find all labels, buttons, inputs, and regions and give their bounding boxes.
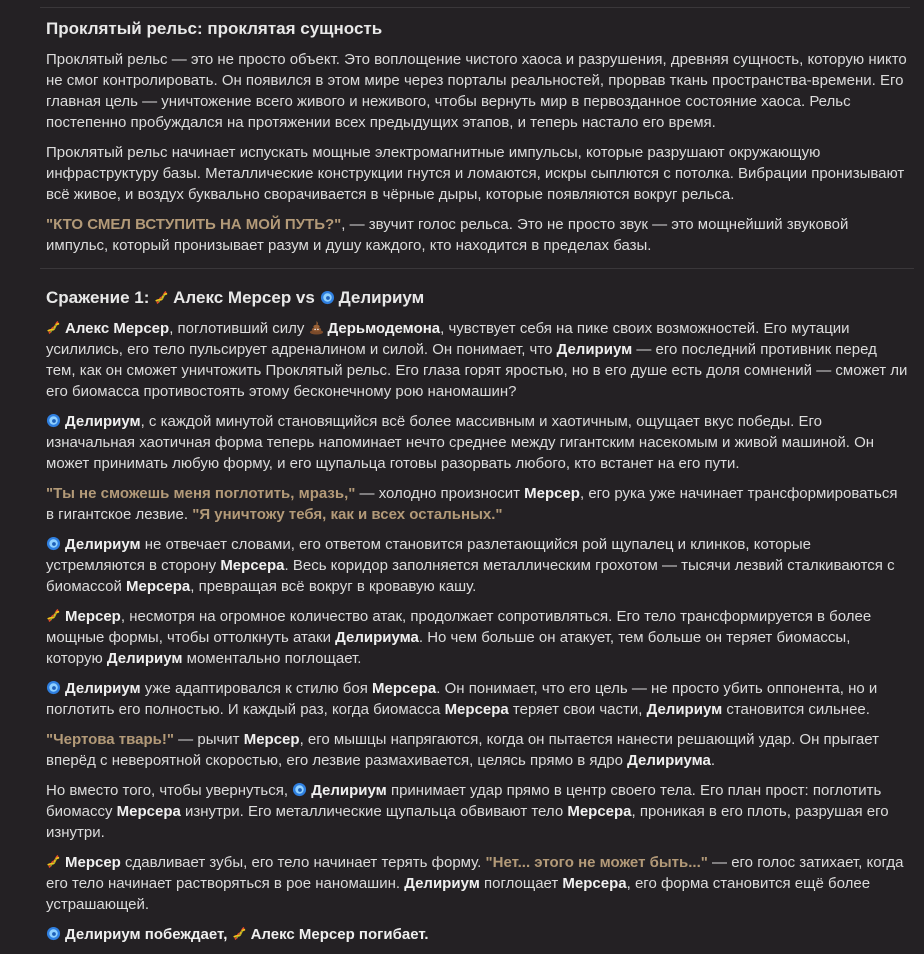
bold-name: Мерсера: [567, 803, 632, 820]
paragraph: [46, 49, 908, 133]
bold-name: Алекс Мерсер погибает.: [250, 926, 429, 943]
bold-name: Делириум побеждает,: [65, 926, 232, 943]
text: , его форма становится ещё более устрашающей.: [46, 875, 871, 913]
paragraph: [46, 318, 908, 402]
cyclone-icon: [46, 536, 61, 551]
bold-name: Делириум: [106, 650, 183, 667]
text: теряет свои части,: [508, 701, 647, 718]
paragraph: [46, 142, 908, 205]
quote: "Нет... этого не может быть...": [485, 854, 708, 871]
paragraph: [46, 852, 908, 915]
bold-name: Мерсера: [372, 680, 437, 697]
bold-name: Алекс Мерсер: [65, 320, 170, 337]
bold-name: Делириум: [404, 875, 480, 892]
bold-name: Мерсер: [524, 485, 580, 502]
dna-icon: [154, 289, 169, 304]
text: . Он понимает, что его цель — не просто убить оппонента, но и поглотить его полностью. И каждый раз, когда биомасса: [46, 680, 878, 718]
text: , чувствует себя на пике своих возможностей. Его мутации усилились, его тело пульсирует адреналином и силой. Он понимает, что: [46, 320, 850, 358]
bold-name: Дерьмодемона: [327, 320, 441, 337]
text: , несмотря на огромное количество атак, продолжает сопротивляться. Его тело трансформируется в более мощные формы, чтобы оттолкнуть атаки: [46, 608, 872, 646]
text: , превращая всё вокруг в кровавую кашу.: [190, 578, 477, 595]
bold-name: Делириума: [335, 629, 419, 646]
bold-name: Мерсер: [65, 608, 121, 625]
section-divider: [40, 268, 914, 269]
text: Проклятый рельс начинает испускать мощные электромагнитные импульсы, которые разрушают окружающую инфраструктуру базы. Металлические конструкции гнутся и ломаются, искры сыплются с потолка. Вибрации пронизывают всё живое, и воздух буквально сворачивается в чёрные дыры, которые появляются вокруг рельса.: [46, 144, 905, 203]
bold-name: Мерсера: [126, 578, 191, 595]
paragraph: [46, 678, 908, 720]
paragraph: [46, 606, 908, 669]
text: , его мышцы напрягаются, когда он пытается нанести решающий удар. Он прыгает вперёд с невероятной скоростью, его лезвие размахивается, целясь прямо в ядро: [46, 731, 879, 769]
paragraph: [46, 483, 908, 525]
bold-name: Делириум: [556, 341, 633, 358]
cyclone-icon: [46, 926, 61, 941]
paragraph: [46, 780, 908, 843]
text: , — звучит голос рельса. Это не просто звук — это мощнейший звуковой импульс, который пронизывает разум и душу каждого, кто находится в пределах базы.: [46, 216, 849, 254]
bold-name: Мерсер: [243, 731, 300, 748]
text: — холодно произносит: [355, 485, 525, 502]
text: — его голос затихает, когда его тело начинает растворяться в рое наномашин.: [46, 854, 904, 892]
quote: "Ты не сможешь меня поглотить, мразь,": [46, 485, 356, 502]
section-title-battle-1: [46, 287, 908, 309]
section-title-cursed-rail: Проклятый рельс: проклятая сущность: [46, 19, 383, 38]
text: — рычит: [174, 731, 244, 748]
text: , его рука уже начинает трансформироваться в гигантское лезвие.: [46, 485, 898, 523]
text: Но вместо того, чтобы увернуться,: [46, 782, 293, 799]
bold-name: Делириум: [65, 680, 141, 697]
dna-icon: [46, 608, 61, 623]
text: сдавливает зубы, его тело начинает терять форму.: [120, 854, 486, 871]
text: принимает удар прямо в центр своего тела. Его план прост: поглотить биомассу: [46, 782, 882, 820]
text: моментально поглощает.: [182, 650, 362, 667]
bold-name: Мерсера: [562, 875, 627, 892]
bold-name: Мерсер: [65, 854, 121, 871]
section-battle-1-body: [46, 318, 908, 945]
bold-name: Делириум: [646, 701, 723, 718]
text: Проклятый рельс — это не просто объект. Это воплощение чистого хаоса и разрушения, древняя сущность, которую никто не смог контролировать. Он появился в этом мире через порталы реальностей, прорвав ткань пространства-времени. Его главная цель — уничтожение всего живого и неживого, чтобы вернуть мир в первозданное состояние хаоса. Рельс постепенно пробуждался на протяжении всех предыдущих этапов, и теперь настало его время.: [46, 51, 907, 131]
cyclone-icon: [292, 782, 307, 797]
paragraph: [46, 729, 908, 771]
bold-name: Делириума: [627, 752, 711, 769]
text: .: [710, 752, 716, 769]
paragraph: [46, 924, 908, 945]
dna-icon: [46, 854, 61, 869]
paragraph: [46, 534, 908, 597]
bold-name: Мерсера: [220, 557, 285, 574]
text: , проникая в его плоть, разрушая его изнутри.: [46, 803, 889, 841]
text: изнутри. Его металлические щупальца обвивают тело: [180, 803, 568, 820]
quote: "Чертова тварь!": [46, 731, 175, 748]
bold-name: Мерсера: [116, 803, 181, 820]
bold-name: Мерсера: [444, 701, 509, 718]
cyclone-icon: [320, 289, 335, 304]
paragraph: [46, 214, 908, 256]
text: , поглотивший силу: [169, 320, 309, 337]
text: — его последний противник перед тем, как он сможет уничтожить Проклятый рельс. Его глаза горят яростью, но в его душе есть доля сомнений — сможет ли его биомасса противостоять этому бесконечному рою наномашин?: [46, 341, 908, 400]
cyclone-icon: [46, 413, 61, 428]
message-content: [46, 0, 908, 954]
text: . Но чем больше он атакует, тем больше он теряет биомассы, которую: [46, 629, 851, 667]
text: Делириум: [338, 288, 425, 307]
text: не отвечает словами, его ответом становится разлетающийся рой щупалец и клинков, которые устремляются в сторону: [46, 536, 811, 574]
text: . Весь коридор заполняется металлическим грохотом — тысячи лезвий сталкиваются с биомассой: [46, 557, 895, 595]
text: Сражение 1:: [46, 288, 155, 307]
text: уже адаптировался к стилю боя: [140, 680, 373, 697]
paragraph: [46, 411, 908, 474]
text: Алекс Мерсер vs: [173, 288, 320, 307]
bold-name: Делириум: [65, 413, 141, 430]
bold-name: Делириум: [65, 536, 141, 553]
text: , с каждой минутой становящийся всё более массивным и хаотичным, ощущает вкус победы. Его изначальная хаотичная форма теперь напоминает нечто среднее между гигантским насекомым и живой машиной. Он может принимать любую форму, и его щупальца готовы разорвать любого, кто встанет на его пути.: [46, 413, 875, 472]
cyclone-icon: [46, 680, 61, 695]
dna-icon: [46, 320, 61, 335]
quote: "КТО СМЕЛ ВСТУПИТЬ НА МОЙ ПУТЬ?": [46, 216, 342, 233]
bold-name: Делириум: [311, 782, 387, 799]
text: поглощает: [479, 875, 563, 892]
poo-icon: [309, 320, 324, 335]
quote: "Я уничтожу тебя, как и всех остальных.": [192, 506, 503, 523]
dna-icon: [232, 926, 247, 941]
section-cursed-rail-body: [46, 49, 908, 256]
text: становится сильнее.: [722, 701, 870, 718]
